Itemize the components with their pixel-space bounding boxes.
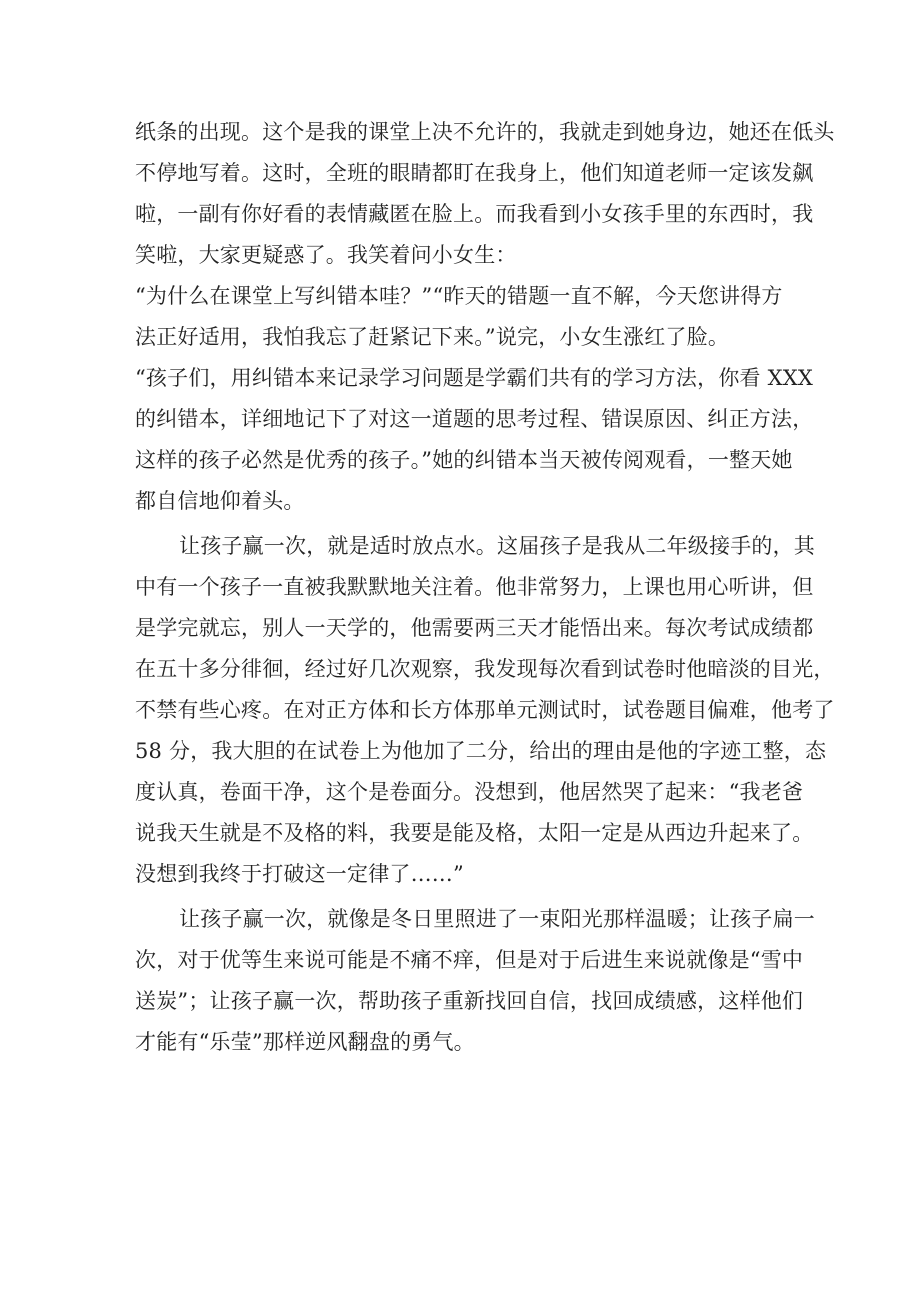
text-line: 没想到我终于打破这一定律了……” <box>135 862 464 886</box>
text-line: “孩子们，用纠错本来记录学习问题是学霸们共有的学习方法，你看 XXX <box>135 366 814 390</box>
text-line: 法正好适用，我怕我忘了赶紧记下来。”说完，小女生涨红了脸。 <box>135 325 730 349</box>
text-line: 都自信地仰着头。 <box>135 489 305 513</box>
text-line: 不禁有些心疼。在对正方体和长方体那单元测试时，试卷题目偏难，他考了 <box>135 698 835 722</box>
text-line: 在五十多分徘徊，经过好几次观察，我发现每次看到试卷时他暗淡的目光， <box>135 657 835 681</box>
paragraph-conclusion <box>135 899 815 1063</box>
text-line: 纸条的出现。这个是我的课堂上决不允许的，我就走到她身边，她还在低头 <box>135 120 835 144</box>
paragraph-dialogue-question <box>135 276 795 358</box>
text-line: 这样的孩子必然是优秀的孩子。”她的纠错本当天被传阅观看，一整天她 <box>135 448 793 472</box>
text-line: 说我天生就是不及格的料，我要是能及格，太阳一定是从西边升起来了。 <box>135 821 814 845</box>
text-line: 让孩子赢一次，就是适时放点水。这届孩子是我从二年级接手的，其 <box>179 534 815 558</box>
text-line: 让孩子赢一次，就像是冬日里照进了一束阳光那样温暖；让孩子扁一 <box>179 907 815 931</box>
paragraph-teacher-praise <box>135 358 814 522</box>
text-line: 58 分，我大胆的在试卷上为他加了二分，给出的理由是他的字迹工整，态 <box>135 739 827 763</box>
text-line: 送炭”；让孩子赢一次，帮助孩子重新找回自信，找回成绩感，这样他们 <box>135 989 804 1013</box>
paragraph-extra-points <box>135 526 835 895</box>
paragraph-classroom-note <box>135 112 835 276</box>
text-line: 才能有“乐莹”那样逆风翻盘的勇气。 <box>135 1030 475 1054</box>
text-line: 次，对于优等生来说可能是不痛不痒，但是对于后进生来说就像是“雪中 <box>135 948 804 972</box>
text-line: 啦，一副有你好看的表情藏匿在脸上。而我看到小女孩手里的东西时，我 <box>135 202 814 226</box>
text-line: 不停地写着。这时，全班的眼睛都盯在我身上，他们知道老师一定该发飙 <box>135 161 814 185</box>
text-line: 笑啦，大家更疑惑了。我笑着问小女生： <box>135 243 517 267</box>
text-line: 度认真，卷面干净，这个是卷面分。没想到，他居然哭了起来：“我老爸 <box>135 780 804 804</box>
body-text <box>135 112 835 1063</box>
text-line: 的纠错本，详细地记下了对这一道题的思考过程、错误原因、纠正方法， <box>135 407 814 431</box>
text-line: 是学完就忘，别人一天学的，他需要两三天才能悟出来。每次考试成绩都 <box>135 616 814 640</box>
text-line: “为什么在课堂上写纠错本哇？”“昨天的错题一直不解，今天您讲得方 <box>135 284 783 308</box>
text-line: 中有一个孩子一直被我默默地关注着。他非常努力，上课也用心听讲，但 <box>135 575 814 599</box>
